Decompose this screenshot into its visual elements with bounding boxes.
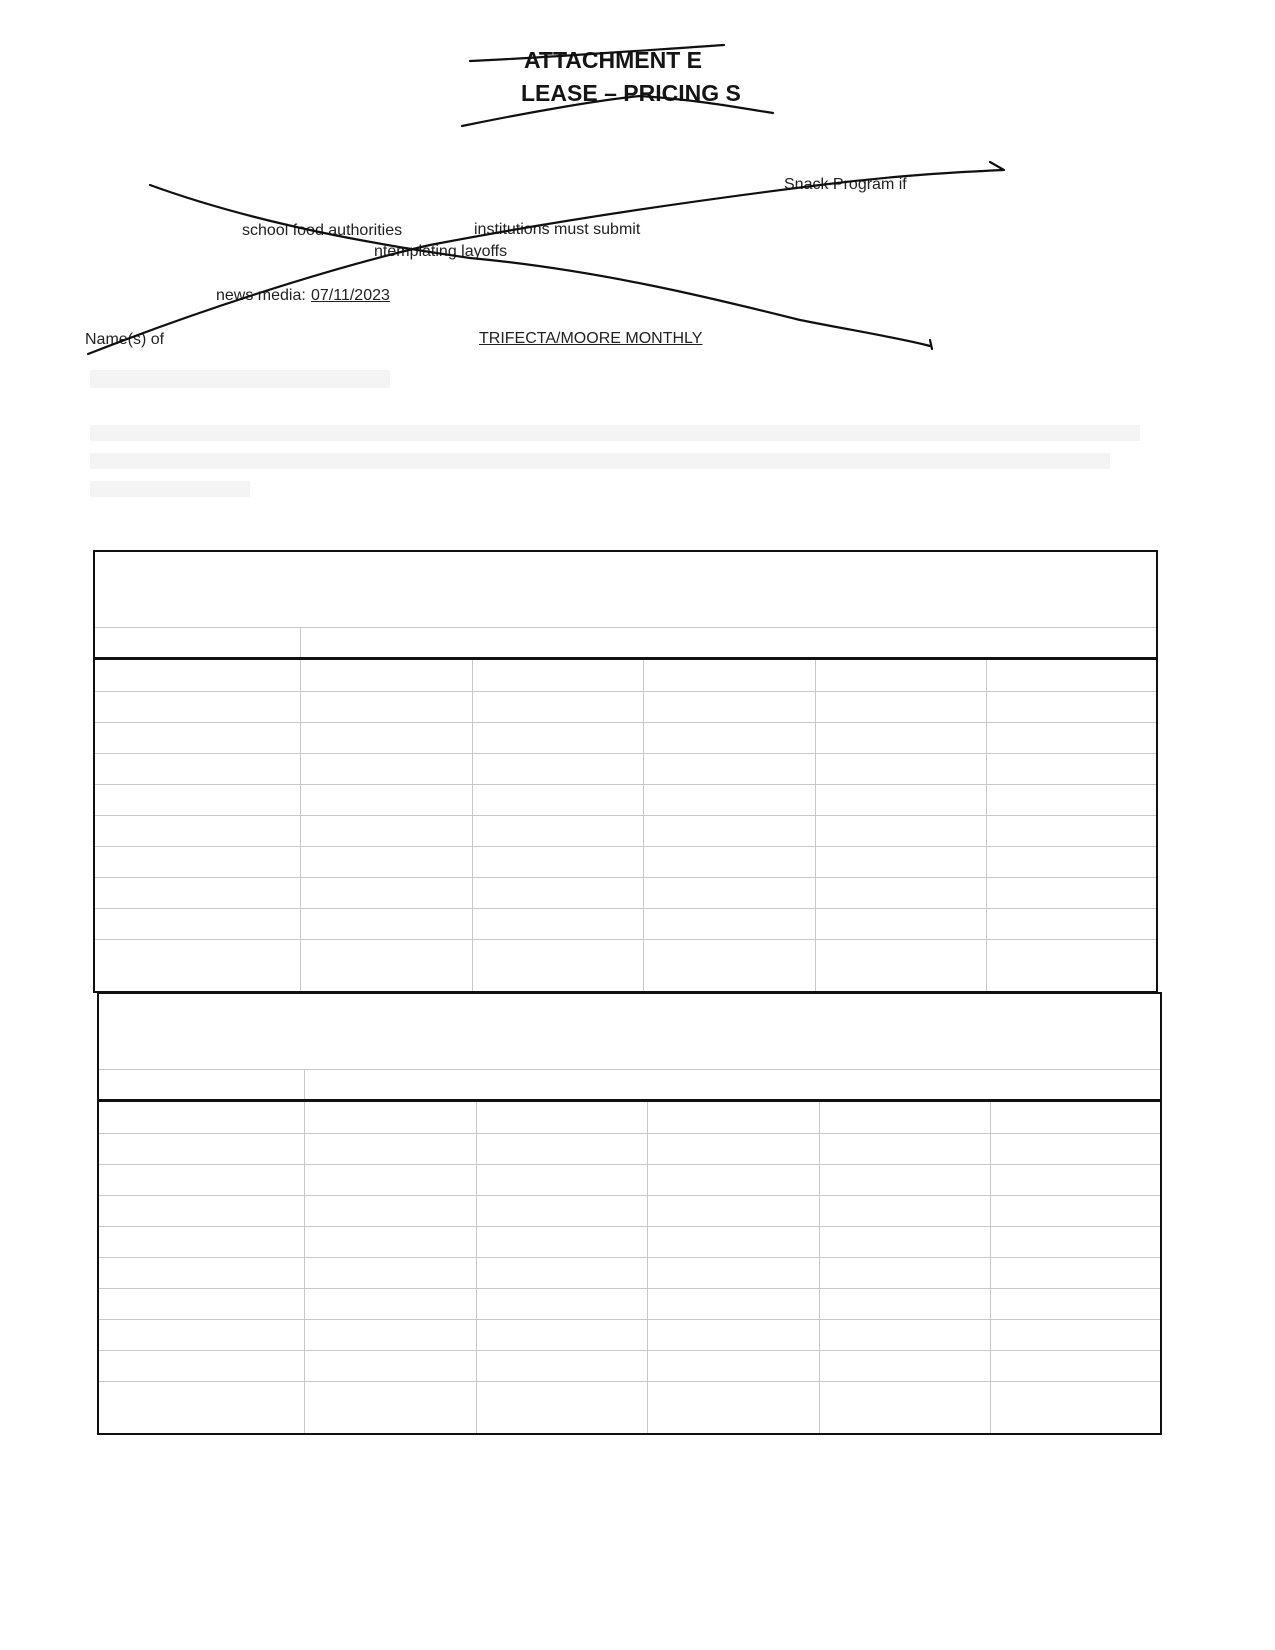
table-column-line	[647, 1102, 648, 1433]
table-1-header-rule	[95, 657, 1156, 660]
table-row-line	[99, 1350, 1160, 1351]
table-row-line	[95, 939, 1156, 940]
big-cross-stroke-2-arrow	[990, 162, 1004, 170]
institutions-fragment: institutions must submit	[474, 221, 641, 238]
big-cross-stroke-1	[150, 185, 930, 346]
pricing-table-1	[93, 550, 1158, 993]
table-row-line	[99, 1288, 1160, 1289]
table-2-subheader-line	[99, 1069, 1160, 1070]
big-cross-stroke-2	[88, 170, 1003, 354]
table-column-line	[990, 1102, 991, 1433]
news-media-date: 07/11/2023	[311, 287, 390, 304]
table-2-subheader-divider	[304, 1069, 305, 1099]
pricing-table-2	[97, 992, 1162, 1435]
trifecta-fragment: TRIFECTA/MOORE MONTHLY	[479, 330, 703, 347]
table-row-line	[95, 908, 1156, 909]
table-row-line	[95, 722, 1156, 723]
table-row-line	[95, 753, 1156, 754]
table-row-line	[99, 1319, 1160, 1320]
table-2-header-rule	[99, 1099, 1160, 1102]
table-row-line	[95, 877, 1156, 878]
redacted-text-band	[90, 370, 390, 388]
table-1-subheader-divider	[300, 627, 301, 657]
redacted-text-band	[90, 425, 1140, 441]
table-column-line	[476, 1102, 477, 1433]
table-row-line	[99, 1164, 1160, 1165]
title-line-2: LEASE – PRICING S	[521, 80, 741, 106]
table-column-line	[300, 660, 301, 991]
table-row-line	[99, 1133, 1160, 1134]
big-cross-stroke-1-tail	[930, 340, 932, 349]
table-column-line	[986, 660, 987, 991]
table-row-line	[99, 1257, 1160, 1258]
school-food-fragment: school food authorities	[242, 222, 403, 239]
table-column-line	[304, 1102, 305, 1433]
table-1-subheader-line	[95, 627, 1156, 628]
title-line-1: ATTACHMENT E	[524, 47, 703, 73]
redacted-text-band	[90, 481, 250, 497]
redacted-text-band	[90, 453, 1110, 469]
names-of-fragment: Name(s) of	[85, 331, 165, 348]
table-column-line	[472, 660, 473, 991]
snack-program-fragment: Snack Program if	[784, 176, 907, 193]
table-row-line	[95, 815, 1156, 816]
news-media-label: news media:	[216, 287, 306, 304]
table-row-line	[95, 784, 1156, 785]
table-column-line	[643, 660, 644, 991]
layoffs-fragment: ntemplating layoffs	[374, 243, 508, 260]
table-row-line	[99, 1226, 1160, 1227]
table-row-line	[99, 1195, 1160, 1196]
table-row-line	[95, 691, 1156, 692]
table-row-line	[99, 1381, 1160, 1382]
table-column-line	[819, 1102, 820, 1433]
table-row-line	[95, 846, 1156, 847]
table-column-line	[815, 660, 816, 991]
